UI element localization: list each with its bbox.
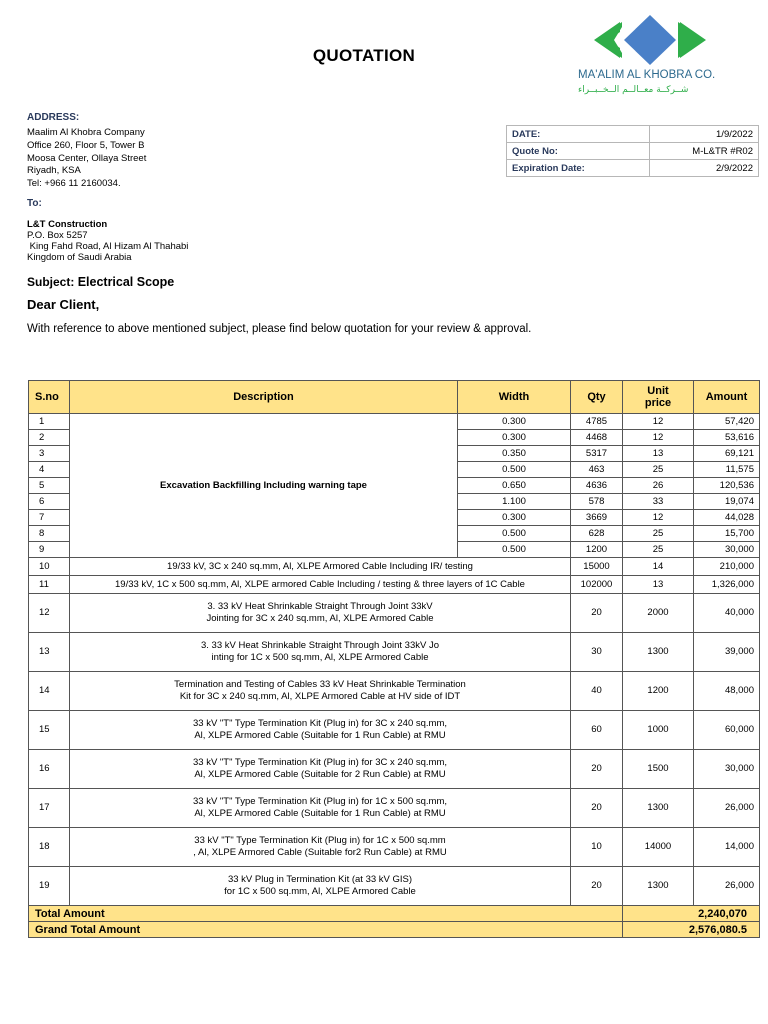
recipient-address [27, 219, 188, 263]
description-line: 33 kV "T" Type Termination Kit (Plug in) for 3C x 240 sq.mm, [192, 757, 448, 768]
cell-sno: 9 [29, 542, 70, 558]
subject-value: Electrical Scope [77, 275, 175, 289]
cell-qty: 20 [571, 867, 623, 906]
cell-sno: 16 [29, 750, 70, 789]
description-line: 33 kV "T" Type Termination Kit (Plug in) for 1C x 500 sq.mm, [192, 796, 448, 807]
cell-sno: 13 [29, 633, 70, 672]
col-header-description: Description [70, 381, 458, 414]
meta-label: Expiration Date: [507, 160, 650, 177]
cell-qty: 463 [571, 462, 623, 478]
cell-sno: 2 [29, 430, 70, 446]
cell-amount: 1,326,000 [694, 576, 760, 594]
description-line: 33 kV Plug in Termination Kit (at 33 kV GIS) [227, 874, 413, 885]
cell-description [70, 828, 571, 867]
cell-amount: 57,420 [694, 414, 760, 430]
table-row [29, 711, 760, 750]
grand-total-row [29, 922, 760, 938]
cell-qty: 10 [571, 828, 623, 867]
company-logo [578, 12, 748, 98]
table-row [29, 672, 760, 711]
cell-amount: 53,616 [694, 430, 760, 446]
cell-unit-price: 14000 [623, 828, 694, 867]
cell-unit-price: 14 [623, 558, 694, 576]
cell-amount: 26,000 [694, 789, 760, 828]
description-line: Al, XLPE Armored Cable (Suitable for 1 Run Cable) at RMU [194, 730, 446, 741]
cell-description [70, 711, 571, 750]
col-header-sno: S.no [29, 381, 70, 414]
cell-sno: 3 [29, 446, 70, 462]
cell-qty: 40 [571, 672, 623, 711]
cell-qty: 4468 [571, 430, 623, 446]
meta-value: 1/9/2022 [650, 126, 759, 143]
cell-unit-price: 25 [623, 526, 694, 542]
cell-amount: 48,000 [694, 672, 760, 711]
cell-description: 19/33 kV, 1C x 500 sq.mm, Al, XLPE armored Cable Including / testing & three layers of 1C Cable [70, 576, 571, 594]
cell-amount: 14,000 [694, 828, 760, 867]
cell-qty: 60 [571, 711, 623, 750]
col-header-amount: Amount [694, 381, 760, 414]
cell-width: 0.500 [458, 462, 571, 478]
cell-width: 1.100 [458, 494, 571, 510]
cell-unit-price: 1300 [623, 789, 694, 828]
cell-width: 0.500 [458, 526, 571, 542]
cell-sno: 19 [29, 867, 70, 906]
table-header [29, 381, 760, 414]
cell-description [70, 789, 571, 828]
cell-width: 0.300 [458, 510, 571, 526]
quotation-table [28, 380, 760, 938]
unit-price-line: Unit [647, 385, 669, 397]
cell-qty: 1200 [571, 542, 623, 558]
cell-amount: 11,575 [694, 462, 760, 478]
table-row [29, 828, 760, 867]
table-row [29, 867, 760, 906]
logo-company-ar: شــركــة معــالــم الــخــبــراء [578, 85, 689, 95]
table-row [29, 633, 760, 672]
cell-sno: 18 [29, 828, 70, 867]
cell-unit-price: 12 [623, 510, 694, 526]
cell-unit-price: 13 [623, 446, 694, 462]
description-line: Kit for 3C x 240 sq.mm, Al, XLPE Armored Cable at HV side of IDT [179, 691, 461, 702]
description-line: Termination and Testing of Cables 33 kV Heat Shrinkable Termination [174, 679, 466, 690]
cell-unit-price: 12 [623, 430, 694, 446]
quote-meta-table [506, 125, 759, 177]
recipient-line: P.O. Box 5257 [27, 230, 88, 241]
cell-amount: 39,000 [694, 633, 760, 672]
meta-value: M-L&TR #R02 [650, 143, 759, 160]
cell-qty: 20 [571, 594, 623, 633]
meta-row-expiration [507, 160, 759, 177]
page-title: QUOTATION [312, 46, 416, 65]
cell-unit-price: 1200 [623, 672, 694, 711]
cell-sno: 4 [29, 462, 70, 478]
cell-qty: 578 [571, 494, 623, 510]
description-line: 33 kV "T" Type Termination Kit (Plug in) for 1C x 500 sq.mm [194, 835, 446, 846]
recipient-name: L&T Construction [27, 219, 108, 230]
sender-line: Office 260, Floor 5, Tower B [27, 139, 145, 151]
cell-width: 0.300 [458, 430, 571, 446]
table-row [29, 414, 760, 430]
address-heading: ADDRESS: [27, 112, 80, 123]
description-line: inting for 1C x 500 sq.mm, Al, XLPE Armored Cable [211, 652, 429, 663]
col-header-width: Width [458, 381, 571, 414]
cell-sno: 14 [29, 672, 70, 711]
total-label: Total Amount [29, 906, 623, 922]
cell-qty: 4785 [571, 414, 623, 430]
cell-qty: 102000 [571, 576, 623, 594]
logo-company-en: MA'ALIM AL KHOBRA CO. [578, 69, 716, 81]
table-row [29, 594, 760, 633]
meta-value: 2/9/2022 [650, 160, 759, 177]
meta-label: Quote No: [507, 143, 650, 160]
logo-mark-icon [578, 12, 748, 98]
description-line: Al, XLPE Armored Cable (Suitable for 1 Run Cable) at RMU [194, 808, 446, 819]
cell-sno: 8 [29, 526, 70, 542]
total-row [29, 906, 760, 922]
table-row [29, 789, 760, 828]
table-row [29, 750, 760, 789]
to-heading: To: [27, 198, 42, 209]
subject-line [27, 275, 174, 289]
cell-description [70, 750, 571, 789]
table-row [29, 576, 760, 594]
cell-amount: 19,074 [694, 494, 760, 510]
cell-amount: 30,000 [694, 750, 760, 789]
subject-label: Subject: [27, 275, 75, 289]
cell-amount: 69,121 [694, 446, 760, 462]
meta-row-quote-no [507, 143, 759, 160]
cell-amount: 15,700 [694, 526, 760, 542]
cell-description [70, 672, 571, 711]
cell-description [70, 633, 571, 672]
cell-qty: 30 [571, 633, 623, 672]
cell-sno: 17 [29, 789, 70, 828]
description-line: 33 kV "T" Type Termination Kit (Plug in) for 3C x 240 sq.mm, [192, 718, 448, 729]
cell-amount: 120,536 [694, 478, 760, 494]
cell-description [70, 594, 571, 633]
description-line: Al, XLPE Armored Cable (Suitable for 2 Run Cable) at RMU [194, 769, 446, 780]
description-line: , Al, XLPE Armored Cable (Suitable for2 Run Cable) at RMU [193, 847, 447, 858]
cell-qty: 3669 [571, 510, 623, 526]
recipient-line: Kingdom of Saudi Arabia [27, 252, 132, 263]
description-line: for 1C x 500 sq.mm, Al, XLPE Armored Cable [224, 886, 416, 897]
cell-amount: 210,000 [694, 558, 760, 576]
cell-sno: 15 [29, 711, 70, 750]
cell-width: 0.300 [458, 414, 571, 430]
cell-qty: 20 [571, 789, 623, 828]
description-line: Jointing for 3C x 240 sq.mm, Al, XLPE Armored Cable [206, 613, 434, 624]
meta-label: DATE: [507, 126, 650, 143]
cell-amount: 44,028 [694, 510, 760, 526]
cell-unit-price: 26 [623, 478, 694, 494]
grand-total-label: Grand Total Amount [29, 922, 623, 938]
cell-amount: 60,000 [694, 711, 760, 750]
meta-row-date [507, 126, 759, 143]
cell-qty: 15000 [571, 558, 623, 576]
cell-qty: 20 [571, 750, 623, 789]
cell-sno: 7 [29, 510, 70, 526]
cell-amount: 40,000 [694, 594, 760, 633]
cell-sno: 6 [29, 494, 70, 510]
cell-unit-price: 13 [623, 576, 694, 594]
cell-sno: 11 [29, 576, 70, 594]
cell-sno: 12 [29, 594, 70, 633]
intro-text: With reference to above mentioned subject, please find below quotation for your review & approval. [27, 323, 532, 335]
cell-sno: 1 [29, 414, 70, 430]
cell-width: 0.500 [458, 542, 571, 558]
total-value: 2,240,070 [623, 906, 760, 922]
cell-unit-price: 2000 [623, 594, 694, 633]
sender-line: Moosa Center, Ollaya Street [27, 152, 147, 164]
cell-qty: 5317 [571, 446, 623, 462]
col-header-qty: Qty [571, 381, 623, 414]
table-row [29, 558, 760, 576]
cell-amount: 30,000 [694, 542, 760, 558]
cell-width: 0.650 [458, 478, 571, 494]
cell-description: 19/33 kV, 3C x 240 sq.mm, Al, XLPE Armored Cable Including IR/ testing [70, 558, 571, 576]
sender-line: Riyadh, KSA [27, 165, 81, 177]
cell-sno: 5 [29, 478, 70, 494]
grand-total-value: 2,576,080.5 [623, 922, 760, 938]
cell-unit-price: 1300 [623, 867, 694, 906]
col-header-unit-price [623, 381, 694, 414]
cell-qty: 4636 [571, 478, 623, 494]
cell-unit-price: 33 [623, 494, 694, 510]
cell-sno: 10 [29, 558, 70, 576]
recipient-line: King Fahd Road, Al Hizam Al Thahabi [27, 241, 189, 252]
cell-unit-price: 25 [623, 462, 694, 478]
sender-line: Tel: +966 11 2160034. [27, 178, 121, 190]
cell-unit-price: 1000 [623, 711, 694, 750]
sender-address [27, 127, 146, 191]
cell-unit-price: 25 [623, 542, 694, 558]
cell-width: 0.350 [458, 446, 571, 462]
cell-unit-price: 1500 [623, 750, 694, 789]
cell-description [70, 867, 571, 906]
cell-description-merged: Excavation Backfilling Including warning tape [70, 414, 458, 558]
description-line: 3. 33 kV Heat Shrinkable Straight Through Joint 33kV Jo [201, 640, 439, 651]
sender-line: Maalim Al Khobra Company [27, 127, 145, 138]
cell-amount: 26,000 [694, 867, 760, 906]
cell-unit-price: 12 [623, 414, 694, 430]
cell-qty: 628 [571, 526, 623, 542]
cell-unit-price: 1300 [623, 633, 694, 672]
greeting: Dear Client, [27, 297, 100, 312]
unit-price-line: price [644, 397, 672, 409]
description-line: 3. 33 kV Heat Shrinkable Straight Through Joint 33kV [207, 601, 433, 612]
